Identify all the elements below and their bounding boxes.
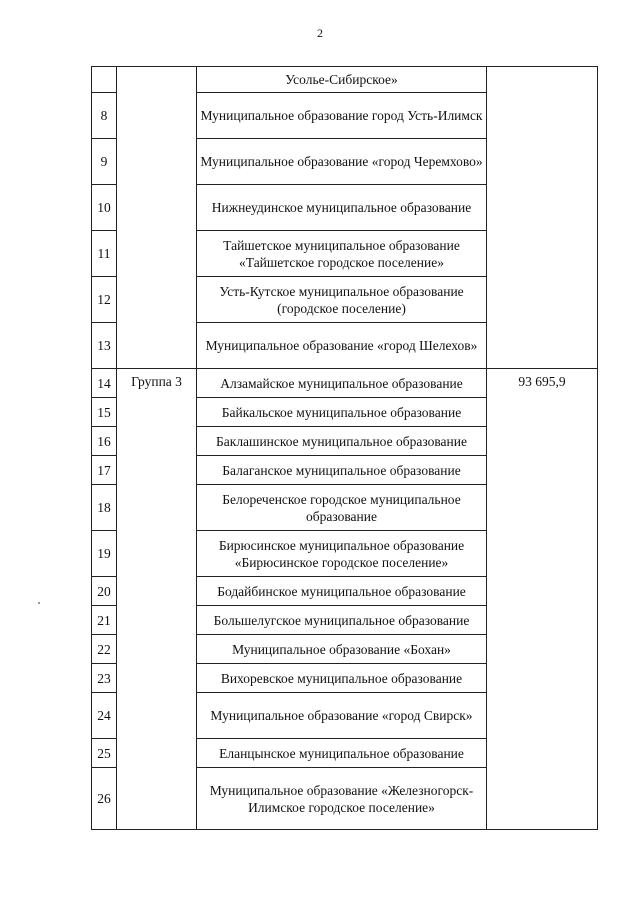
municipality-name: Муниципальное образование город Усть-Илимск — [197, 93, 487, 139]
row-number: 26 — [92, 768, 117, 830]
municipality-name: Муниципальное образование «город Черемхово» — [197, 139, 487, 185]
municipalities-table — [91, 66, 598, 830]
row-number: 20 — [92, 577, 117, 606]
table-row — [92, 369, 598, 398]
row-number: 10 — [92, 185, 117, 231]
row-number: 14 — [92, 369, 117, 398]
municipality-name: Тайшетское муниципальное образование «Тайшетское городское поселение» — [197, 231, 487, 277]
row-number: 21 — [92, 606, 117, 635]
municipality-name: Вихоревское муниципальное образование — [197, 664, 487, 693]
municipality-name: Муниципальное образование «Железногорск-Илимское городское поселение» — [197, 768, 487, 830]
municipality-name: Бодайбинское муниципальное образование — [197, 577, 487, 606]
row-number: 12 — [92, 277, 117, 323]
row-number: 9 — [92, 139, 117, 185]
municipality-name: Алзамайское муниципальное образование — [197, 369, 487, 398]
row-number: 19 — [92, 531, 117, 577]
municipality-name: Байкальское муниципальное образование — [197, 398, 487, 427]
municipality-name: Большелугское муниципальное образование — [197, 606, 487, 635]
municipality-name: Баклашинское муниципальное образование — [197, 427, 487, 456]
scan-speck — [38, 602, 40, 604]
row-number: 16 — [92, 427, 117, 456]
group-amount: 93 695,9 — [487, 369, 598, 830]
municipality-name: Белореченское городское муниципальное образование — [197, 485, 487, 531]
municipality-name: Балаганское муниципальное образование — [197, 456, 487, 485]
row-number: 18 — [92, 485, 117, 531]
municipality-name: Усть-Кутское муниципальное образование (городское поселение) — [197, 277, 487, 323]
row-number: 22 — [92, 635, 117, 664]
municipality-name: Муниципальное образование «город Свирск» — [197, 693, 487, 739]
page-number: 2 — [317, 26, 323, 40]
municipality-name: Еланцынское муниципальное образование — [197, 739, 487, 768]
row-number: 25 — [92, 739, 117, 768]
municipality-name: Бирюсинское муниципальное образование «Бирюсинское городское поселение» — [197, 531, 487, 577]
row-number: 17 — [92, 456, 117, 485]
row-number: 8 — [92, 93, 117, 139]
municipality-name: Муниципальное образование «город Шелехов» — [197, 323, 487, 369]
row-number: 23 — [92, 664, 117, 693]
row-number — [92, 67, 117, 93]
municipality-name: Нижнеудинское муниципальное образование — [197, 185, 487, 231]
row-number: 11 — [92, 231, 117, 277]
row-number: 15 — [92, 398, 117, 427]
table-row — [92, 67, 598, 93]
municipality-name: Усолье-Сибирское» — [197, 67, 487, 93]
municipality-name: Муниципальное образование «Бохан» — [197, 635, 487, 664]
group-label: Группа 3 — [117, 369, 197, 830]
row-number: 13 — [92, 323, 117, 369]
amount-cell — [487, 67, 598, 369]
row-number: 24 — [92, 693, 117, 739]
group-cell — [117, 67, 197, 369]
